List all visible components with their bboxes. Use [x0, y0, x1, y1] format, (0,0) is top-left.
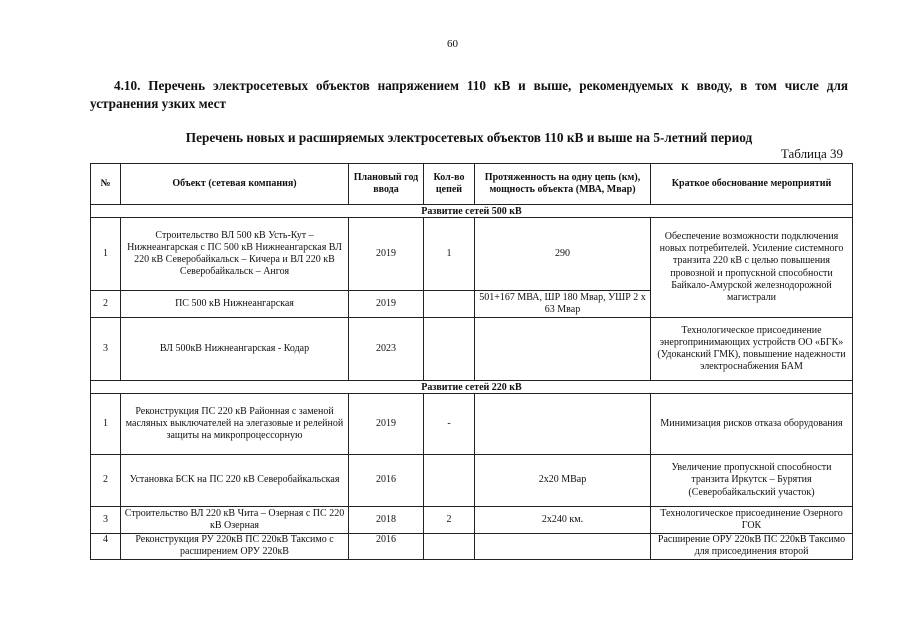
header-num: № [91, 164, 121, 205]
cell-year: 2023 [349, 318, 424, 381]
cell-year: 2016 [349, 534, 424, 560]
cell-circuits: 1 [424, 218, 475, 291]
cell-num: 1 [91, 394, 121, 455]
cell-year: 2019 [349, 291, 424, 318]
section-heading: 4.10. Перечень электросетевых объектов напряжением 110 кВ и выше, рекомендуемых к вводу, в том числе для устранения узких мест [90, 78, 848, 111]
cell-reason: Увеличение пропускной способности транзита Иркутск – Бурятия (Северобайкальский участок) [651, 455, 853, 507]
section-row-500kv [91, 205, 853, 218]
cell-circuits [424, 455, 475, 507]
header-length: Протяженность на одну цепь (км), мощность объекта (МВА, Мвар) [475, 164, 651, 205]
cell-length: 501+167 МВА, ШР 180 Мвар, УШР 2 х 63 Мвар [475, 291, 651, 318]
cell-reason: Расширение ОРУ 220кВ ПС 220кВ Таксимо для присоединения второй [651, 534, 853, 560]
cell-reason: Технологическое присоединение Озерного ГОК [651, 507, 853, 534]
cell-circuits: - [424, 394, 475, 455]
cell-reason: Технологическое присоединение энергопринимающих устройств ОО «БГК» (Удоканский ГМК), повышение надежности электроснабжения БАМ [651, 318, 853, 381]
cell-object: Строительство ВЛ 500 кВ Усть-Кут – Нижнеангарская с ПС 500 кВ Нижнеангарская ВЛ 220 кВ Северобайкальск – Кичера и ВЛ 220 кВ Северобайкальск – Ангоя [121, 218, 349, 291]
cell-num: 4 [91, 534, 121, 560]
objects-table [90, 163, 853, 560]
cell-num: 3 [91, 318, 121, 381]
section-title: Развитие сетей 220 кВ [91, 381, 853, 394]
cell-object: ВЛ 500кВ Нижнеангарская - Кодар [121, 318, 349, 381]
cell-year: 2019 [349, 218, 424, 291]
cell-year: 2018 [349, 507, 424, 534]
table-title: Перечень новых и расширяемых электросетевых объектов 110 кВ и выше на 5-летний период [185, 130, 753, 145]
cell-num: 1 [91, 218, 121, 291]
cell-year: 2016 [349, 455, 424, 507]
cell-year: 2019 [349, 394, 424, 455]
table-row [91, 394, 853, 455]
cell-num: 2 [91, 455, 121, 507]
cell-object: Реконструкция РУ 220кВ ПС 220кВ Таксимо с расширением ОРУ 220кВ [121, 534, 349, 560]
cell-circuits: 2 [424, 507, 475, 534]
table-header-row [91, 164, 853, 205]
cell-object: ПС 500 кВ Нижнеангарская [121, 291, 349, 318]
cell-object: Строительство ВЛ 220 кВ Чита – Озерная с ПС 220 кВ Озерная [121, 507, 349, 534]
cell-reason: Минимизация рисков отказа оборудования [651, 394, 853, 455]
cell-reason: Обеспечение возможности подключения новых потребителей. Усиление системного транзита 220 кВ с целью повышения провозной и пропускной способности Байкало-Амурской железнодорожной магистрали [651, 218, 853, 318]
cell-circuits [424, 534, 475, 560]
cell-object: Установка БСК на ПС 220 кВ Северобайкальская [121, 455, 349, 507]
section-row-220kv [91, 381, 853, 394]
cell-length: 290 [475, 218, 651, 291]
table-row [91, 507, 853, 534]
page-number: 60 [447, 38, 458, 50]
cell-length [475, 534, 651, 560]
cell-length: 2х240 км. [475, 507, 651, 534]
cell-circuits [424, 291, 475, 318]
cell-length: 2х20 МВар [475, 455, 651, 507]
table-number: Таблица 39 [780, 146, 843, 161]
header-circuits: Кол-во цепей [424, 164, 475, 205]
header-reason: Краткое обоснование мероприятий [651, 164, 853, 205]
cell-circuits [424, 318, 475, 381]
table-row [91, 318, 853, 381]
header-object: Объект (сетевая компания) [121, 164, 349, 205]
cell-length [475, 394, 651, 455]
table-row [91, 534, 853, 560]
table-row [91, 455, 853, 507]
section-title: Развитие сетей 500 кВ [91, 205, 853, 218]
cell-num: 3 [91, 507, 121, 534]
cell-object: Реконструкция ПС 220 кВ Районная с заменой масляных выключателей на элегазовые и релейной защиты на микропроцессорную [121, 394, 349, 455]
cell-length [475, 318, 651, 381]
cell-num: 2 [91, 291, 121, 318]
table-row [91, 218, 853, 291]
header-year: Плановый год ввода [349, 164, 424, 205]
